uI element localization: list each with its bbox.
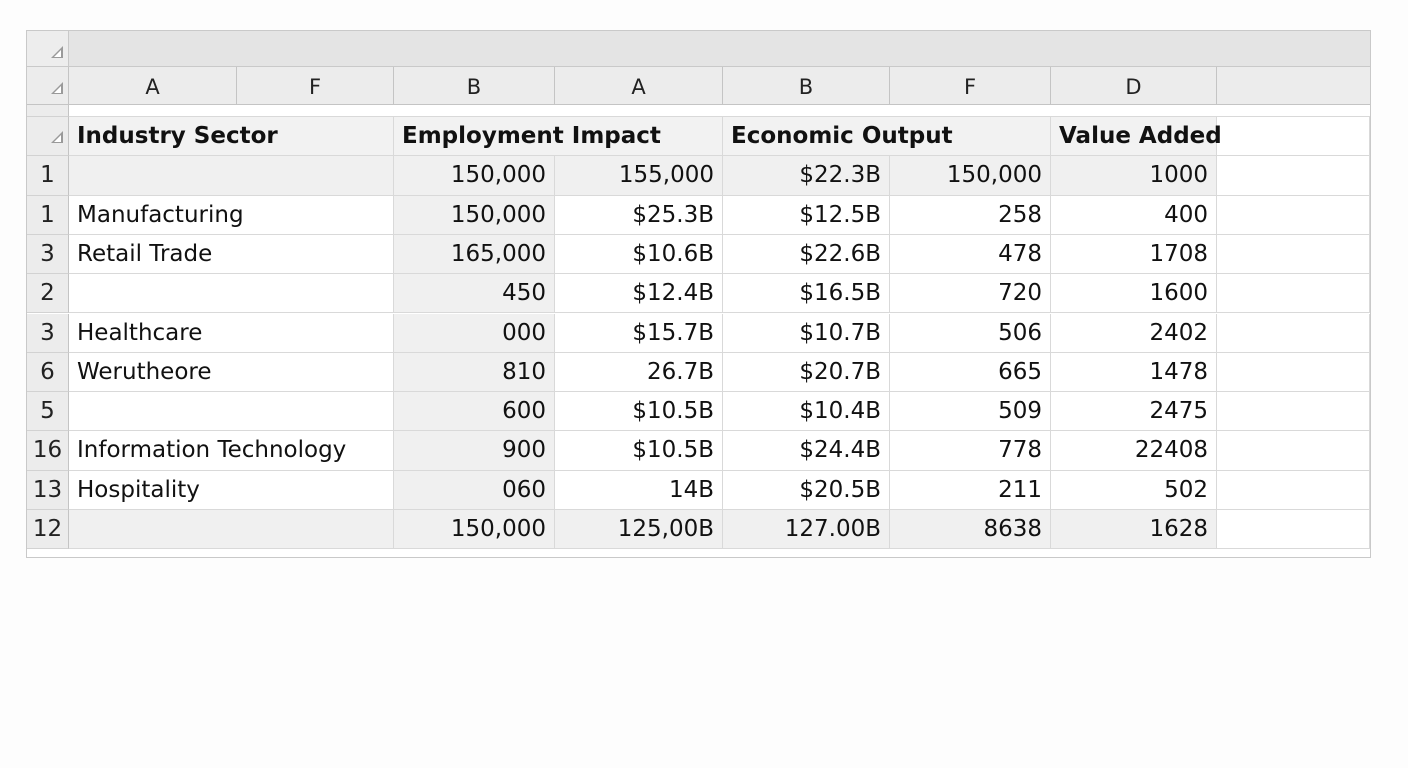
empty-cell[interactable] — [1217, 117, 1370, 156]
empty-cell[interactable] — [1217, 471, 1370, 510]
column-header-1[interactable]: F — [237, 67, 394, 104]
empty-cell[interactable] — [1217, 196, 1370, 235]
cell-c3[interactable]: $16.5B — [723, 274, 890, 313]
cell-c2[interactable]: 125,00B — [555, 510, 723, 549]
row-header[interactable]: 1 — [27, 196, 69, 235]
cell-industry-sector[interactable]: Retail Trade — [69, 235, 394, 274]
empty-cell[interactable] — [1217, 156, 1370, 195]
cell-c4[interactable]: 8638 — [890, 510, 1051, 549]
select-all-triangle-icon — [51, 131, 63, 143]
row-header[interactable]: 12 — [27, 510, 69, 549]
header-industry-sector[interactable]: Industry Sector — [69, 117, 394, 156]
row-header[interactable]: 13 — [27, 471, 69, 510]
column-header-3[interactable]: A — [555, 67, 723, 104]
cell-industry-sector[interactable] — [69, 510, 394, 549]
row-header-title[interactable] — [27, 117, 69, 156]
cell-c2[interactable]: 14B — [555, 471, 723, 510]
column-header-row — [27, 67, 1370, 105]
empty-cell[interactable] — [1217, 431, 1370, 470]
cell-c1[interactable]: 810 — [394, 353, 555, 392]
row-header[interactable]: 2 — [27, 274, 69, 313]
cell-c1[interactable]: 600 — [394, 392, 555, 431]
cell-c5[interactable]: 1628 — [1051, 510, 1217, 549]
cell-c3[interactable]: $22.6B — [723, 235, 890, 274]
select-all-triangle-icon[interactable] — [51, 46, 63, 58]
cell-c2[interactable]: $15.7B — [555, 314, 723, 353]
grid-spacer — [69, 105, 1370, 117]
empty-cell[interactable] — [1217, 353, 1370, 392]
cell-c5[interactable]: 2402 — [1051, 314, 1217, 353]
cell-c1[interactable]: 450 — [394, 274, 555, 313]
cell-c5[interactable]: 1478 — [1051, 353, 1217, 392]
cell-c2[interactable]: $10.6B — [555, 235, 723, 274]
column-header-5[interactable]: F — [890, 67, 1051, 104]
cell-c5[interactable]: 1708 — [1051, 235, 1217, 274]
row-header[interactable]: 1 — [27, 156, 69, 195]
cell-industry-sector[interactable] — [69, 392, 394, 431]
cell-c2[interactable]: 155,000 — [555, 156, 723, 195]
cell-c1[interactable]: 150,000 — [394, 510, 555, 549]
cell-c3[interactable]: $24.4B — [723, 431, 890, 470]
select-all-corner[interactable] — [27, 67, 69, 104]
cell-c5[interactable]: 1600 — [1051, 274, 1217, 313]
cell-c3[interactable]: $20.5B — [723, 471, 890, 510]
cell-c5[interactable]: 502 — [1051, 471, 1217, 510]
cell-c4[interactable]: 778 — [890, 431, 1051, 470]
header-employment-impact[interactable]: Employment Impact — [394, 117, 723, 156]
cell-c2[interactable]: 26.7B — [555, 353, 723, 392]
empty-cell[interactable] — [1217, 274, 1370, 313]
cell-industry-sector[interactable] — [69, 156, 394, 195]
row-header[interactable]: 3 — [27, 314, 69, 353]
spreadsheet-grid — [26, 30, 1371, 558]
cell-c3[interactable]: $12.5B — [723, 196, 890, 235]
cell-c1[interactable]: 060 — [394, 471, 555, 510]
empty-cell[interactable] — [1217, 314, 1370, 353]
cell-c4[interactable]: 509 — [890, 392, 1051, 431]
cell-c5[interactable]: 400 — [1051, 196, 1217, 235]
cell-c3[interactable]: $10.7B — [723, 314, 890, 353]
cell-industry-sector[interactable]: Healthcare — [69, 314, 394, 353]
select-all-triangle-icon[interactable] — [51, 82, 63, 94]
column-header-6[interactable]: D — [1051, 67, 1217, 104]
cell-industry-sector[interactable]: Hospitality — [69, 471, 394, 510]
empty-cell[interactable] — [1217, 510, 1370, 549]
header-economic-output[interactable]: Economic Output — [723, 117, 1051, 156]
cell-c4[interactable]: 506 — [890, 314, 1051, 353]
row-header[interactable]: 5 — [27, 392, 69, 431]
cell-c1[interactable]: 900 — [394, 431, 555, 470]
cell-industry-sector[interactable]: Werutheore — [69, 353, 394, 392]
cell-industry-sector[interactable]: Information Technology — [69, 431, 394, 470]
cell-c5[interactable]: 22408 — [1051, 431, 1217, 470]
cell-c3[interactable]: 127.00B — [723, 510, 890, 549]
empty-cell[interactable] — [1217, 392, 1370, 431]
cell-c2[interactable]: $25.3B — [555, 196, 723, 235]
empty-cell[interactable] — [1217, 235, 1370, 274]
column-header-2[interactable]: B — [394, 67, 555, 104]
cell-c4[interactable]: 720 — [890, 274, 1051, 313]
row-header[interactable]: 3 — [27, 235, 69, 274]
cell-industry-sector[interactable]: Manufacturing — [69, 196, 394, 235]
name-box[interactable] — [27, 31, 69, 66]
cell-c1[interactable]: 165,000 — [394, 235, 555, 274]
cell-c4[interactable]: 150,000 — [890, 156, 1051, 195]
cell-c4[interactable]: 478 — [890, 235, 1051, 274]
cell-c3[interactable]: $22.3B — [723, 156, 890, 195]
cell-c4[interactable]: 211 — [890, 471, 1051, 510]
cell-c1[interactable]: 150,000 — [394, 196, 555, 235]
cell-c5[interactable]: 2475 — [1051, 392, 1217, 431]
cell-c2[interactable]: $12.4B — [555, 274, 723, 313]
row-header-spacer — [27, 105, 69, 117]
cell-c1[interactable]: 000 — [394, 314, 555, 353]
column-header-4[interactable]: B — [723, 67, 890, 104]
cell-c3[interactable]: $20.7B — [723, 353, 890, 392]
cell-c2[interactable]: $10.5B — [555, 392, 723, 431]
column-header-0[interactable]: A — [69, 67, 237, 104]
row-header[interactable]: 6 — [27, 353, 69, 392]
row-header[interactable]: 16 — [27, 431, 69, 470]
cell-c1[interactable]: 150,000 — [394, 156, 555, 195]
cell-c5[interactable]: 1000 — [1051, 156, 1217, 195]
cell-c4[interactable]: 665 — [890, 353, 1051, 392]
formula-bar-area — [27, 31, 1370, 67]
cell-c2[interactable]: $10.5B — [555, 431, 723, 470]
header-value-added[interactable]: Value Added — [1051, 117, 1217, 156]
cell-industry-sector[interactable] — [69, 274, 394, 313]
cell-c4[interactable]: 258 — [890, 196, 1051, 235]
cell-c3[interactable]: $10.4B — [723, 392, 890, 431]
